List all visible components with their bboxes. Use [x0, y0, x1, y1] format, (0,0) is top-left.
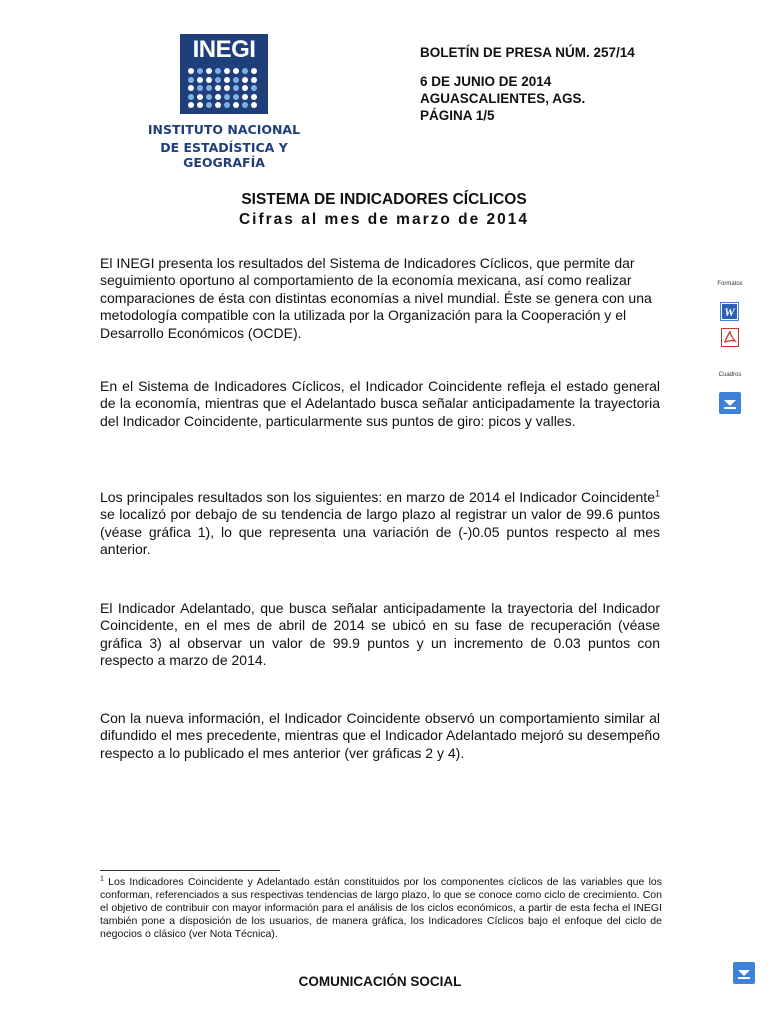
- logo-dot: [188, 94, 194, 100]
- logo-dot: [215, 77, 221, 83]
- logo-dot: [197, 85, 203, 91]
- logo-acronym: INEGI: [192, 36, 256, 63]
- logo-dot: [224, 77, 230, 83]
- bulletin-page: PÁGINA 1/5: [420, 108, 495, 123]
- paragraph-new-info: Con la nueva información, el Indicador Coincidente observó un comportamiento similar al difundido el mes precedente, mientras que el Indicador Adelantado mejoró su desempeño respecto a lo publicado el mes anterior (ver gráficas 2 y 4).: [100, 710, 660, 761]
- logo-dot: [242, 102, 248, 108]
- logo-dot: [251, 85, 257, 91]
- logo-dot: [206, 85, 212, 91]
- logo-dot: [242, 77, 248, 83]
- logo-dot: [233, 85, 239, 91]
- logo-dot-grid: [188, 68, 260, 110]
- logo-dot: [251, 68, 257, 74]
- logo-dot: [197, 77, 203, 83]
- logo-dot: [188, 77, 194, 83]
- logo-dot: [215, 85, 221, 91]
- logo-dot: [224, 102, 230, 108]
- logo-dot: [188, 68, 194, 74]
- tables-label: Cuadros: [718, 372, 742, 378]
- logo-dot: [197, 68, 203, 74]
- logo-dot: [197, 94, 203, 100]
- logo-dot: [197, 102, 203, 108]
- bulletin-number: BOLETÍN DE PRESA NÚM. 257/14: [420, 45, 635, 60]
- logo-emblem: [180, 34, 268, 114]
- logo-dot: [242, 94, 248, 100]
- paragraph-results: [100, 489, 660, 559]
- logo-dot: [206, 77, 212, 83]
- logo-dot: [215, 68, 221, 74]
- logo-dot: [224, 94, 230, 100]
- logo-dot: [206, 68, 212, 74]
- logo-dot: [233, 77, 239, 83]
- logo-name-line2: DE ESTADÍSTICA Y GEOGRAFÍA: [160, 140, 288, 170]
- logo-dot: [251, 102, 257, 108]
- logo-dot: [224, 68, 230, 74]
- bulletin-header: [420, 44, 635, 124]
- word-icon[interactable]: [720, 302, 739, 321]
- logo-dot: [242, 68, 248, 74]
- paragraph-system: En el Sistema de Indicadores Cíclicos, el Indicador Coincidente refleja el estado general de la economía, mientras que el Adelantado busca señalar anticipadamente la trayectoria del Indicador Coincidente, particularmente sus puntos de giro: picos y valles.: [100, 378, 660, 429]
- logo-dot: [215, 94, 221, 100]
- paragraph-results-part1: Los principales resultados son los siguientes: en marzo de 2014 el Indicador Coincidente: [100, 489, 655, 505]
- svg-text:W: W: [724, 305, 735, 319]
- logo-dot: [188, 102, 194, 108]
- logo-dot: [188, 85, 194, 91]
- communication-social-label: COMUNICACIÓN SOCIAL: [298, 974, 462, 989]
- paragraph-intro: El INEGI presenta los resultados del Sistema de Indicadores Cíclicos, que permite dar seguimiento oportuno al comportamiento de la economía mexicana, así como realizar comparaciones de ésta con distintas economías a nivel mundial. Éste se genera con una metodología compatible con la utilizada por la Organización para la Cooperación y el Desarrollo Económicos (OCDE).: [100, 255, 652, 341]
- logo-dot: [233, 102, 239, 108]
- logo-dot: [215, 102, 221, 108]
- footnote-number: 1: [100, 875, 104, 883]
- formats-label: Formatos: [717, 281, 743, 287]
- logo-name-line1: INSTITUTO NACIONAL: [147, 122, 301, 137]
- download-icon[interactable]: [733, 962, 755, 984]
- document-title: SISTEMA DE INDICADORES CÍCLICOS: [241, 191, 527, 208]
- footnote-ref: 1: [654, 488, 660, 499]
- paragraph-results-part2: se localizó por debajo de su tendencia de largo plazo al registrar un valor de 99.6 puntos (véase gráfica 1), lo que representa una variación de (-)0.05 puntos respecto al mes anterior.: [100, 506, 660, 558]
- logo-dot: [224, 85, 230, 91]
- paragraph-leading-indicator: El Indicador Adelantado, que busca señalar anticipadamente la trayectoria del Indicador Coincidente, en el mes de abril de 2014 se ubicó en su fase de recuperación (véase gráfica 3) al observar un valor de 99.9 puntos y un incremento de 0.03 puntos con respecto a marzo de 2014.: [100, 600, 660, 669]
- bulletin-date: 6 DE JUNIO DE 2014: [420, 74, 552, 89]
- logo-dot: [206, 102, 212, 108]
- download-icon[interactable]: [719, 392, 741, 414]
- logo-dot: [251, 94, 257, 100]
- footnote-text: Los Indicadores Coincidente y Adelantado están constituidos por los componentes cíclicos de las variables que los conforman, referenciados a sus respectivas tendencias de largo plazo, lo que se conoce como ciclo de crecimiento. Con el objetivo de contribuir con mayor información para el análisis de los ciclos económicos, a partir de esta fecha el INEGI también pone a disposición de los usuarios, de manera gráfica, los Indicadores Cíclicos bajo el enfoque del ciclo de negocios o clásico (ver Nota Técnica).: [100, 876, 662, 940]
- inegi-logo: [118, 34, 330, 170]
- pdf-icon[interactable]: [721, 328, 739, 347]
- document-subtitle: Cifras al mes de marzo de 2014: [238, 211, 530, 228]
- logo-dot: [233, 94, 239, 100]
- logo-dot: [233, 68, 239, 74]
- footnote: [100, 876, 662, 941]
- footnote-divider: [100, 870, 280, 871]
- logo-dot: [206, 94, 212, 100]
- bulletin-place: AGUASCALIENTES, AGS.: [420, 91, 586, 106]
- logo-dot: [242, 85, 248, 91]
- logo-dot: [251, 77, 257, 83]
